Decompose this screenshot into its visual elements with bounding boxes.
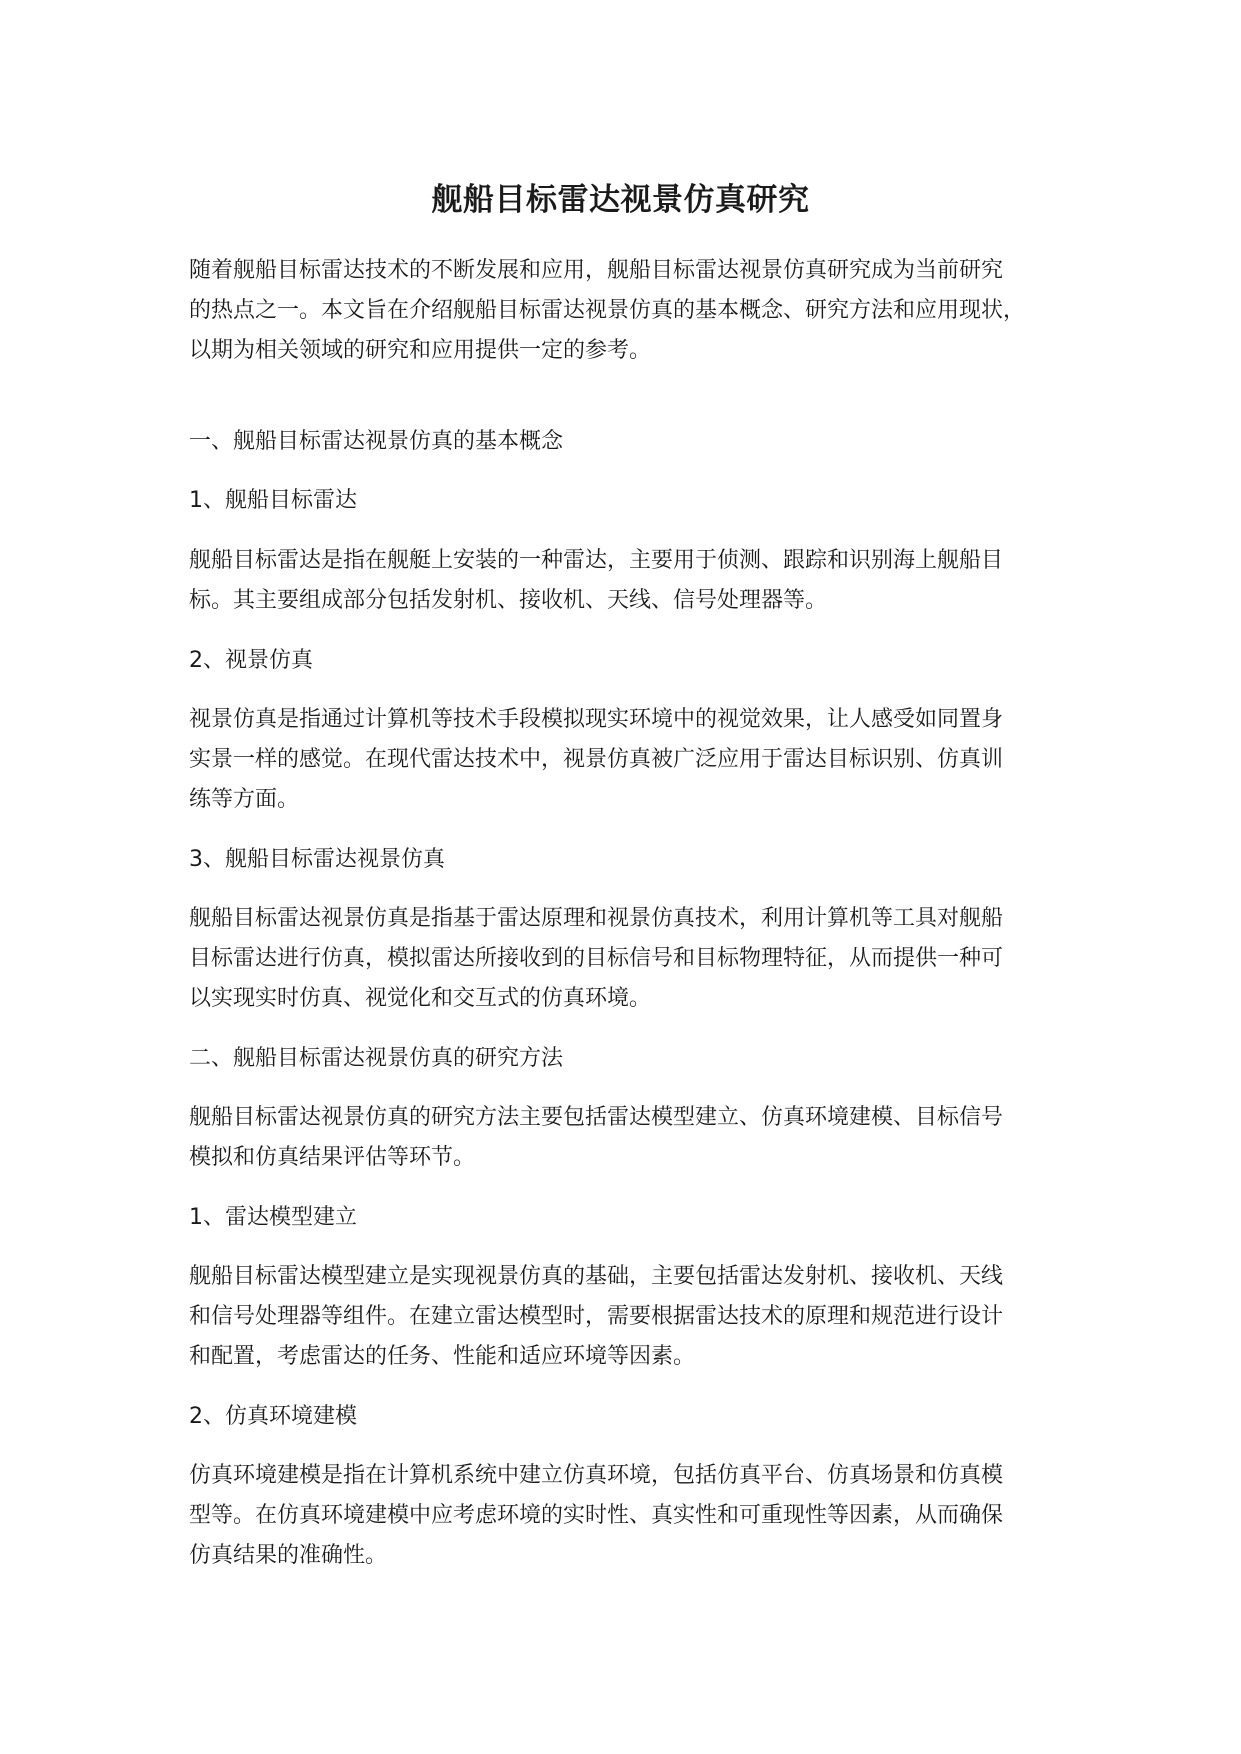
paragraph	[189, 541, 1089, 621]
heading-text: 1、雷达模型建立	[189, 1205, 357, 1230]
text-line: 舰船目标雷达模型建立是实现视景仿真的基础，主要包括雷达发射机、接收机、天线	[189, 1264, 1004, 1289]
subsection-heading	[189, 840, 1089, 880]
paragraph	[189, 1098, 1089, 1178]
text-line: 随着舰船目标雷达技术的不断发展和应用，舰船目标雷达视景仿真研究成为当前研究	[189, 258, 1004, 283]
paragraph	[189, 700, 1089, 820]
section-heading	[189, 422, 1089, 462]
text-line: 以期为相关领域的研究和应用提供一定的参考。	[189, 338, 652, 363]
text-line: 标。其主要组成部分包括发射机、接收机、天线、信号处理器等。	[189, 588, 828, 613]
paragraph	[189, 1456, 1089, 1576]
paragraph	[189, 899, 1089, 1019]
subsection-heading	[189, 1397, 1089, 1437]
text-line: 舰船目标雷达视景仿真的研究方法主要包括雷达模型建立、仿真环境建模、目标信号	[189, 1105, 1004, 1130]
subsection-heading	[189, 1198, 1089, 1238]
heading-text: 一、舰船目标雷达视景仿真的基本概念	[189, 429, 564, 454]
text-line: 和信号处理器等组件。在建立雷达模型时，需要根据雷达技术的原理和规范进行设计	[189, 1304, 1004, 1329]
text-line: 型等。在仿真环境建模中应考虑环境的实时性、真实性和可重现性等因素，从而确保	[189, 1503, 1004, 1528]
text-line: 实景一样的感觉。在现代雷达技术中，视景仿真被广泛应用于雷达目标识别、仿真训	[189, 747, 1004, 772]
text-line: 和配置，考虑雷达的任务、性能和适应环境等因素。	[189, 1344, 696, 1369]
heading-text: 1、舰船目标雷达	[189, 488, 357, 513]
heading-text: 3、舰船目标雷达视景仿真	[189, 847, 445, 872]
subsection-heading	[189, 641, 1089, 681]
text-line: 仿真环境建模是指在计算机系统中建立仿真环境，包括仿真平台、仿真场景和仿真模	[189, 1463, 1004, 1488]
text-line: 舰船目标雷达视景仿真是指基于雷达原理和视景仿真技术，利用计算机等工具对舰船	[189, 906, 1004, 931]
section-heading	[189, 1039, 1089, 1079]
text-line: 目标雷达进行仿真，模拟雷达所接收到的目标信号和目标物理特征，从而提供一种可	[189, 946, 1004, 971]
heading-text: 2、视景仿真	[189, 648, 313, 673]
heading-text: 二、舰船目标雷达视景仿真的研究方法	[189, 1046, 564, 1071]
text-line: 仿真结果的准确性。	[189, 1543, 388, 1568]
paragraph-intro	[189, 251, 1089, 371]
text-line: 以实现实时仿真、视觉化和交互式的仿真环境。	[189, 986, 652, 1011]
text-line: 练等方面。	[189, 787, 300, 812]
paragraph	[189, 1257, 1089, 1377]
text-line: 舰船目标雷达是指在舰艇上安装的一种雷达，主要用于侦测、跟踪和识别海上舰船目	[189, 548, 1004, 573]
text-line: 模拟和仿真结果评估等环节。	[189, 1145, 476, 1170]
subsection-heading	[189, 481, 1089, 521]
document-title: 舰船目标雷达视景仿真研究	[431, 182, 810, 218]
heading-text: 2、仿真环境建模	[189, 1404, 357, 1429]
text-line: 的热点之一。本文旨在介绍舰船目标雷达视景仿真的基本概念、研究方法和应用现状，	[189, 298, 1026, 323]
text-line: 视景仿真是指通过计算机等技术手段模拟现实环境中的视觉效果，让人感受如同置身	[189, 707, 1004, 732]
